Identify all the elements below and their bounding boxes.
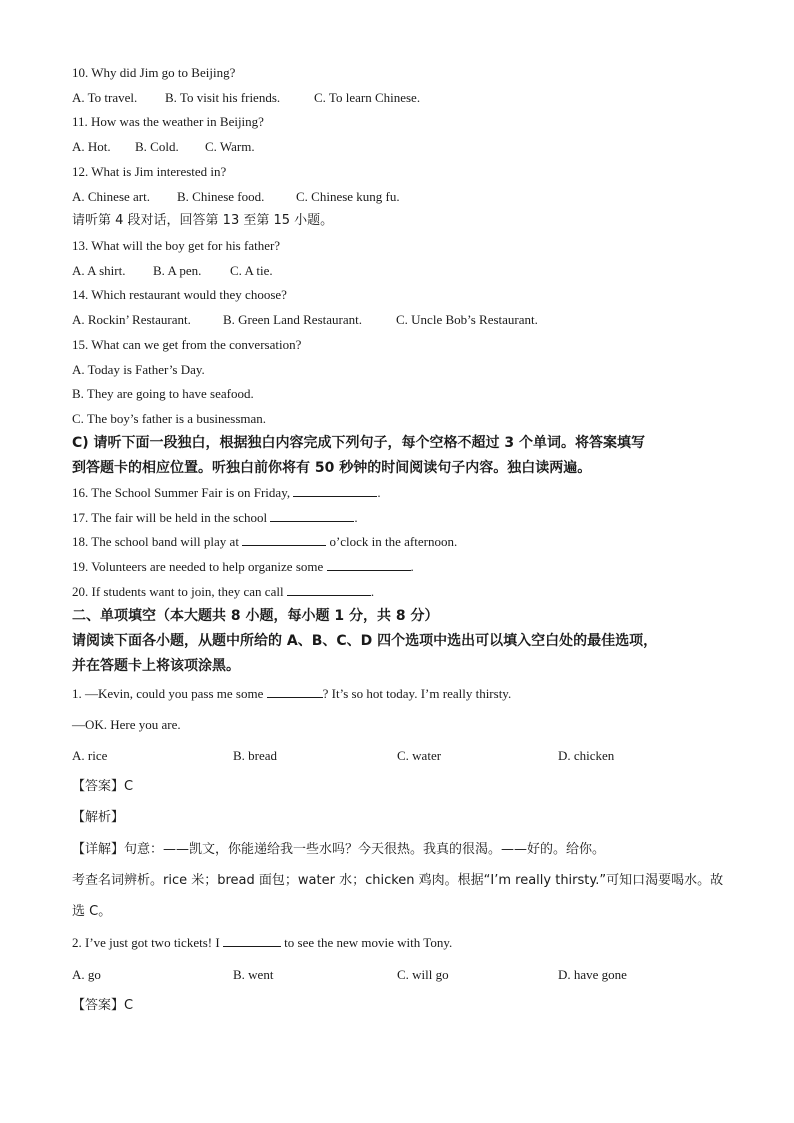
question-16 bbox=[72, 484, 381, 502]
question-15-stem: 15. What can we get from the conversation? bbox=[72, 337, 302, 352]
part-2-instruction-line-1: 请阅读下面各小题，从题中所给的 A、B、C、D 四个选项中选出可以填入空白处的最佳选项， bbox=[72, 633, 658, 649]
question-14-option-b: B. Green Land Restaurant. bbox=[223, 312, 362, 327]
mc-question-2-stem bbox=[72, 934, 452, 952]
mc-question-1-stem bbox=[72, 685, 511, 703]
question-18-end: o’clock in the afternoon. bbox=[326, 534, 458, 549]
mc-question-2-option-d: D. have gone bbox=[558, 967, 627, 982]
question-16-end: . bbox=[377, 485, 381, 500]
mc-question-1-detail-line-3: 选 C。 bbox=[72, 904, 112, 919]
question-19-blank[interactable] bbox=[327, 558, 411, 571]
question-13-option-c: C. A tie. bbox=[230, 263, 273, 278]
mc-question-1-text-end: ? It’s so hot today. I’m really thirsty. bbox=[322, 686, 512, 701]
question-13-option-b: B. A pen. bbox=[153, 263, 202, 278]
question-11-option-b: B. Cold. bbox=[135, 139, 179, 154]
question-20 bbox=[72, 583, 374, 601]
answer-value: C bbox=[124, 779, 134, 794]
mc-question-1-option-d: D. chicken bbox=[558, 748, 615, 763]
section-c-instruction-line-2: 到答题卡的相应位置。听独白前你将有 50 秒钟的时间阅读句子内容。独白读两遍。 bbox=[72, 460, 592, 476]
question-14-option-a: A. Rockin’ Restaurant. bbox=[72, 312, 191, 327]
question-11-stem: 11. How was the weather in Beijing? bbox=[72, 114, 264, 129]
question-14-stem: 14. Which restaurant would they choose? bbox=[72, 287, 287, 302]
dialog-4-instruction: 请听第 4 段对话，回答第 13 至第 15 小题。 bbox=[72, 213, 334, 228]
question-15-option-c: C. The boy’s father is a businessman. bbox=[72, 411, 267, 426]
question-13-stem: 13. What will the boy get for his father? bbox=[72, 238, 281, 253]
question-17-text: 17. The fair will be held in the school bbox=[72, 510, 271, 525]
question-17 bbox=[72, 509, 358, 527]
mc-question-2-option-b: B. went bbox=[233, 967, 274, 982]
question-19-text: 19. Volunteers are needed to help organize some bbox=[72, 559, 327, 574]
question-13-option-a: A. A shirt. bbox=[72, 263, 126, 278]
mc-question-2-answer bbox=[72, 997, 133, 1015]
question-16-blank[interactable] bbox=[293, 484, 377, 497]
question-17-blank[interactable] bbox=[270, 509, 354, 522]
question-10-option-c: C. To learn Chinese. bbox=[314, 90, 421, 105]
question-15-option-a: A. Today is Father’s Day. bbox=[72, 362, 205, 377]
mc-question-1-option-b: B. bread bbox=[233, 748, 278, 763]
question-10-option-a: A. To travel. bbox=[72, 90, 138, 105]
section-c-instruction-line-1: C) 请听下面一段独白，根据独白内容完成下列句子，每个空格不超过 3 个单词。将答案填写 bbox=[72, 435, 646, 451]
mc-question-2-text: 2. I’ve just got two tickets! I bbox=[72, 935, 223, 950]
question-15-option-b: B. They are going to have seafood. bbox=[72, 386, 254, 401]
question-12-stem: 12. What is Jim interested in? bbox=[72, 164, 227, 179]
mc-question-1-reply: —OK. Here you are. bbox=[72, 717, 181, 732]
question-12-option-a: A. Chinese art. bbox=[72, 189, 150, 204]
mc-question-1-detail-line-2: 考查名词辨析。rice 米；bread 面包；water 水；chicken 鸡肉。根据“I’m really thirsty.”可知口渴要喝水。故 bbox=[72, 873, 724, 888]
part-2-heading: 二、单项填空（本大题共 8 小题，每小题 1 分，共 8 分） bbox=[72, 608, 439, 624]
question-11-option-c: C. Warm. bbox=[205, 139, 255, 154]
question-10-stem: 10. Why did Jim go to Beijing? bbox=[72, 65, 236, 80]
question-16-text: 16. The School Summer Fair is on Friday, bbox=[72, 485, 294, 500]
mc-question-2-option-c: C. will go bbox=[397, 967, 449, 982]
question-18 bbox=[72, 533, 457, 551]
question-19-end: . bbox=[410, 559, 414, 574]
mc-question-2-text-end: to see the new movie with Tony. bbox=[280, 935, 453, 950]
question-20-text: 20. If students want to join, they can call bbox=[72, 584, 287, 599]
question-18-blank[interactable] bbox=[242, 533, 326, 546]
mc-question-1-option-c: C. water bbox=[397, 748, 442, 763]
answer-value: C bbox=[124, 998, 134, 1013]
answer-label: 【答案】 bbox=[72, 998, 125, 1013]
mc-question-1-option-a: A. rice bbox=[72, 748, 108, 763]
question-20-end: . bbox=[370, 584, 375, 599]
mc-question-2-blank bbox=[223, 934, 281, 947]
mc-question-1-analysis-label: 【解析】 bbox=[72, 810, 125, 825]
question-11-option-a: A. Hot. bbox=[72, 139, 111, 154]
question-14-option-c: C. Uncle Bob’s Restaurant. bbox=[396, 312, 538, 327]
question-17-end: . bbox=[354, 510, 358, 525]
question-10-option-b: B. To visit his friends. bbox=[165, 90, 281, 105]
question-12-option-c: C. Chinese kung fu. bbox=[296, 189, 400, 204]
mc-question-2-option-a: A. go bbox=[72, 967, 101, 982]
mc-question-1-blank bbox=[267, 685, 323, 698]
mc-question-1-detail-line-1: 【详解】句意：——凯文，你能递给我一些水吗？今天很热。我真的很渴。——好的。给你。 bbox=[72, 842, 606, 857]
question-20-blank[interactable] bbox=[287, 583, 371, 596]
mc-question-1-text: 1. —Kevin, could you pass me some bbox=[72, 686, 267, 701]
question-18-text: 18. The school band will play at bbox=[72, 534, 243, 549]
question-19 bbox=[72, 558, 414, 576]
answer-label: 【答案】 bbox=[72, 779, 125, 794]
part-2-instruction-line-2: 并在答题卡上将该项涂黑。 bbox=[72, 658, 240, 674]
mc-question-1-answer bbox=[72, 778, 133, 796]
question-12-option-b: B. Chinese food. bbox=[177, 189, 265, 204]
